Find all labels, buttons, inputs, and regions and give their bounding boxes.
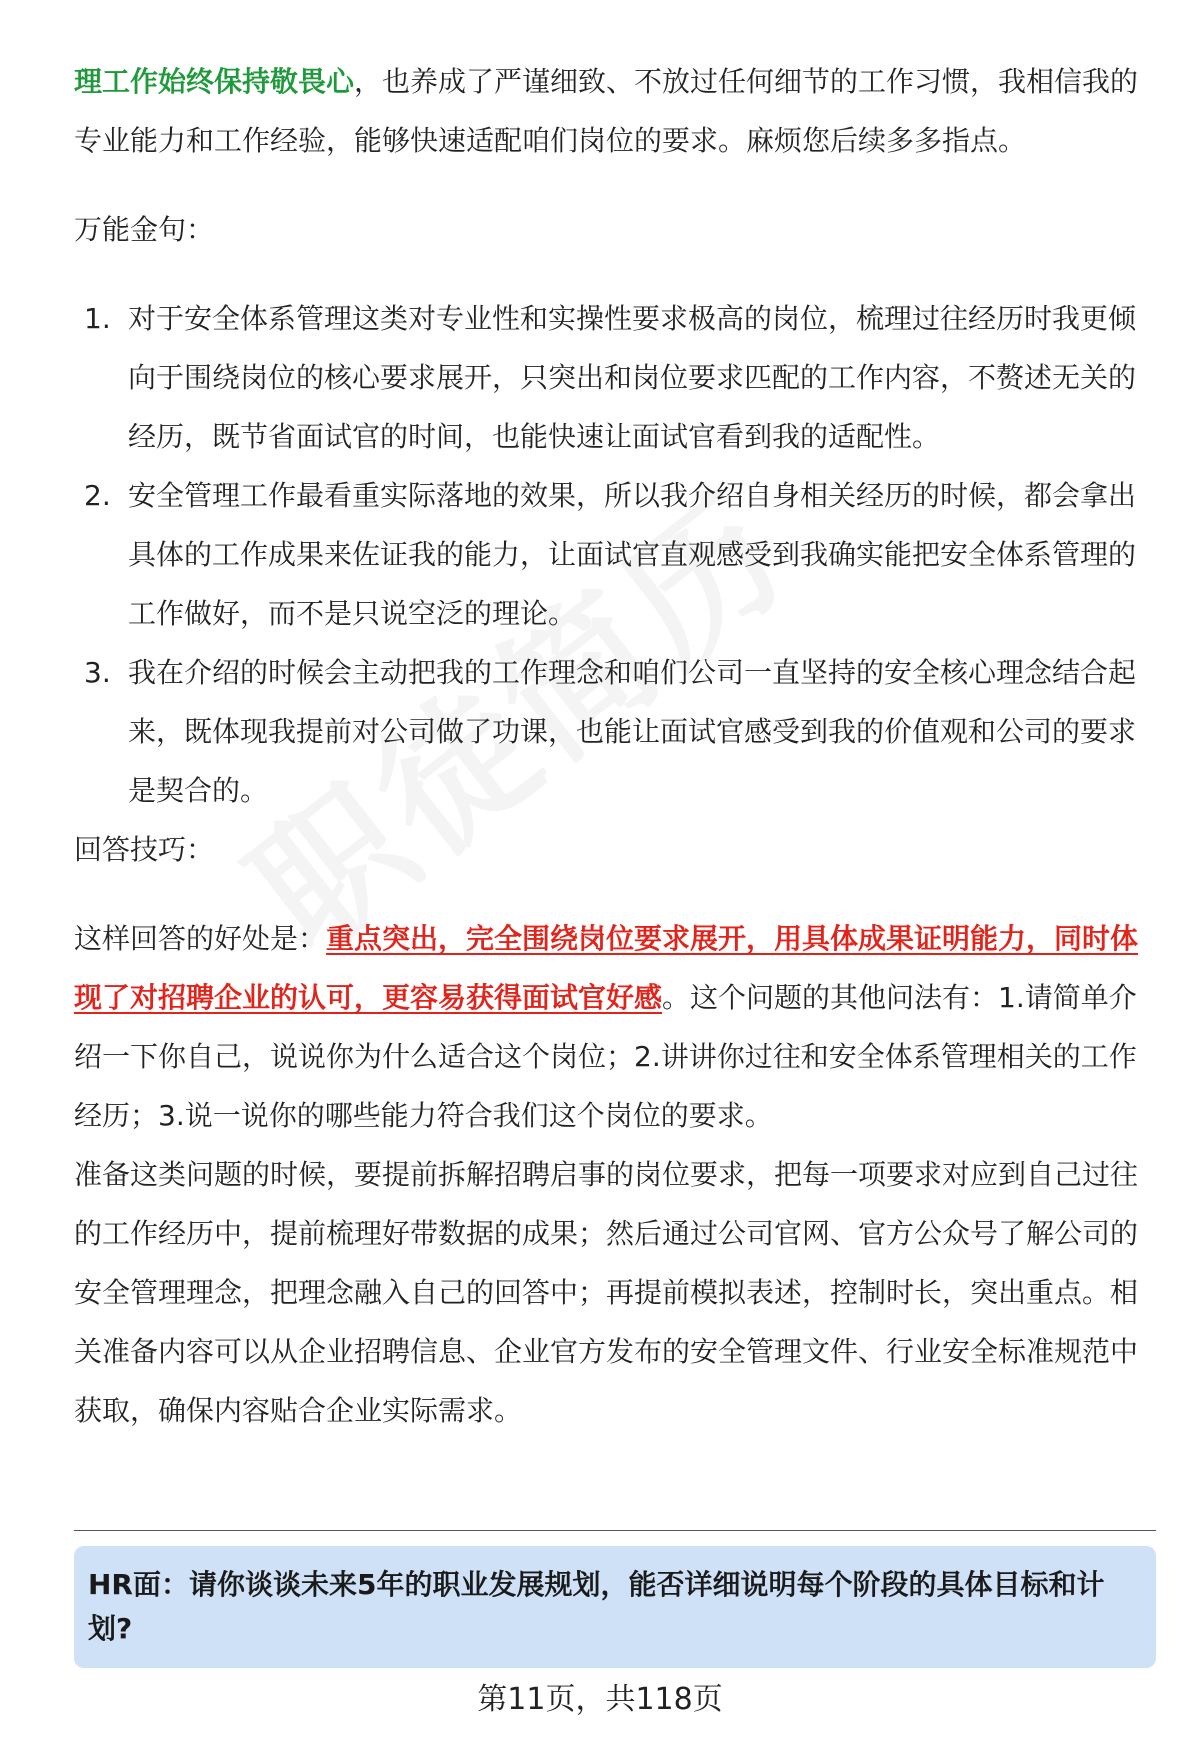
list-item-number: 3. [84,656,111,689]
document-body [74,52,1149,1440]
next-question-text: HR面：请你谈谈未来5年的职业发展规划，能否详细说明每个阶段的具体目标和计划? [88,1568,1105,1645]
list-item [74,643,1149,820]
list-item-text: 安全管理工作最看重实际落地的效果，所以我介绍自身相关经历的时候，都会拿出具体的工作成果来佐证我的能力，让面试官直观感受到我确实能把安全体系管理的工作做好，而不是只说空泛的理论。 [128,479,1137,630]
intro-bold-text: 理工作始终保持敬畏心 [74,65,355,98]
answer-tips-heading: 回答技巧： [74,833,215,866]
list-item [74,466,1149,643]
golden-sentences-list [74,289,1149,820]
benefit-highlight: 重点突出，完全围绕岗位要求展开，用具体成果证明能力，同时体现了对招聘企业的认可，更容易获得面试官好感 [74,922,1139,1014]
preparation-paragraph: 准备这类问题的时候，要提前拆解招聘启事的岗位要求，把每一项要求对应到自己过往的工作经历中，提前梳理好带数据的成果；然后通过公司官网、官方公众号了解公司的安全管理理念，把理念融入自己的回答中；再提前模拟表述，控制时长，突出重点。相关准备内容可以从企业招聘信息、企业官方发布的安全管理文件、行业安全标准规范中获取，确保内容贴合企业实际需求。 [74,1158,1139,1427]
benefit-prefix: 这样回答的好处是： [74,922,327,955]
benefit-suffix: 。这个问题的其他问法有：1.请简单介绍一下你自己，说说你为什么适合这个岗位；2.讲讲你过往和安全体系管理相关的工作经历；3.说一说你的哪些能力符合我们这个岗位的要求。 [74,981,1137,1132]
intro-text: ，也养成了严谨细致、不放过任何细节的工作习惯，我相信我的专业能力和工作经验，能够快速适配咱们岗位的要求。麻烦您后续多多指点。 [74,65,1139,157]
next-question-box [74,1546,1156,1668]
list-item-text: 我在介绍的时候会主动把我的工作理念和咱们公司一直坚持的安全核心理念结合起来，既体现我提前对公司做了功课，也能让面试官感受到我的价值观和公司的要求是契合的。 [128,656,1137,807]
page-number-label: 第11页，共118页 [477,1682,723,1717]
list-item-number: 2. [84,479,111,512]
page-footer [0,1675,1200,1725]
golden-sentences-heading: 万能金句： [74,213,215,246]
list-item-text: 对于安全体系管理这类对专业性和实操性要求极高的岗位，梳理过往经历时我更倾向于围绕岗位的核心要求展开，只突出和岗位要求匹配的工作内容，不赘述无关的经历，既节省面试官的时间，也能快速让面试官看到我的适配性。 [128,302,1137,453]
section-divider [74,1530,1156,1531]
intro-paragraph [74,52,1149,170]
answer-benefit-paragraph [74,909,1149,1145]
list-item-number: 1. [84,302,111,335]
list-item [74,289,1149,466]
